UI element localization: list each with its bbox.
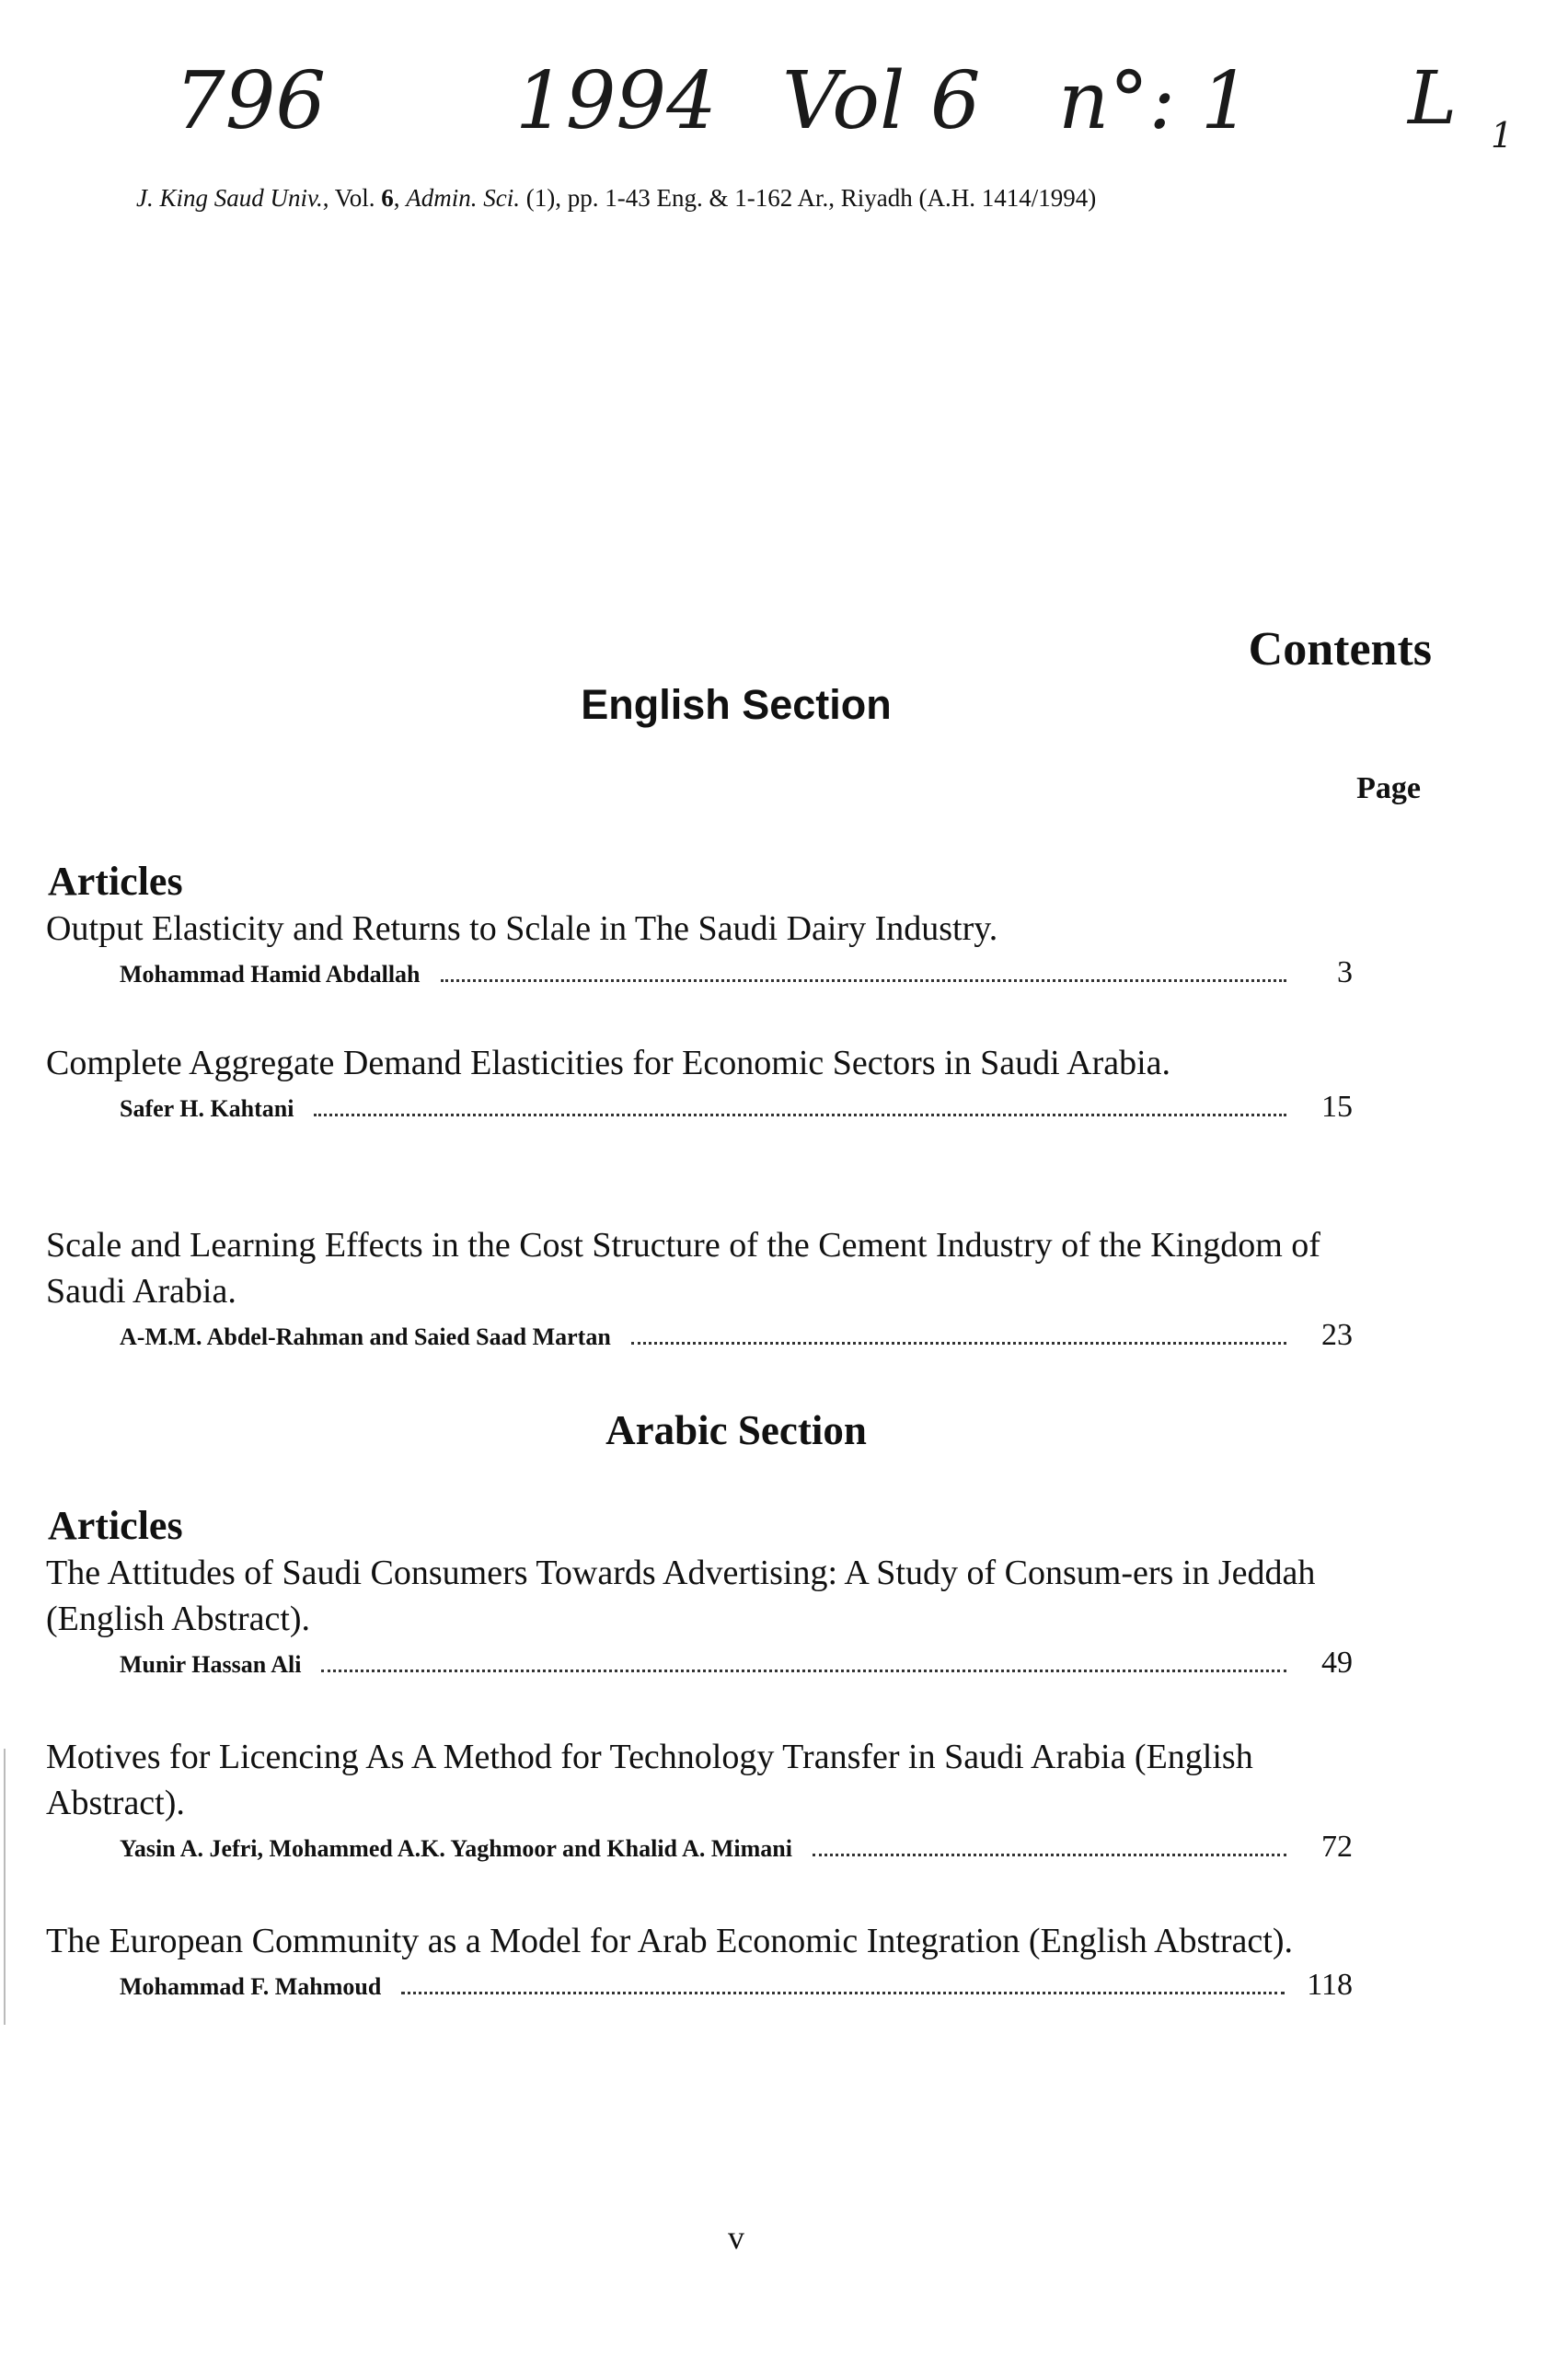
page-column-label: Page xyxy=(1356,771,1421,805)
entry-title: The Attitudes of Saudi Consumers Towards Advertising: A Study of Consum-ers in Jeddah (English Abstract). xyxy=(46,1554,1316,1638)
handwritten-number: 796 xyxy=(175,55,327,147)
entry-author-row xyxy=(120,1968,1353,2003)
toc-entry[interactable] xyxy=(46,1550,1353,1681)
dot-leader xyxy=(631,1341,1286,1345)
citation-journal: J. King Saud Univ. xyxy=(136,184,323,212)
toc-entry[interactable] xyxy=(46,1040,1353,1125)
entry-title: Motives for Licencing As A Method for Technology Transfer in Saudi Arabia (English Abstract). xyxy=(46,1738,1253,1822)
arabic-articles-heading: Articles xyxy=(48,1503,183,1548)
entry-page: 3 xyxy=(1337,955,1353,989)
arabic-section-heading: Arabic Section xyxy=(605,1407,867,1453)
handwritten-mark: L xyxy=(1408,55,1458,141)
citation-vol-prefix: , Vol. xyxy=(322,184,382,212)
handwritten-volume: Vol 6 xyxy=(782,55,981,147)
citation-series: Admin. Sci. xyxy=(406,184,521,212)
handwritten-year: 1994 xyxy=(515,55,717,147)
scan-margin-mark xyxy=(4,1749,6,2025)
entry-title: Complete Aggregate Demand Elasticities for Economic Sectors in Saudi Arabia. xyxy=(46,1044,1171,1082)
dot-leader xyxy=(321,1669,1286,1672)
dot-leader xyxy=(441,978,1286,982)
entry-author-row xyxy=(120,955,1353,990)
toc-entry[interactable] xyxy=(46,1734,1353,1865)
entry-page: 15 xyxy=(1321,1090,1353,1124)
toc-entry[interactable] xyxy=(46,906,1353,990)
dot-leader xyxy=(314,1113,1286,1116)
entry-page: 118 xyxy=(1307,1968,1353,2002)
dot-leader xyxy=(813,1853,1286,1856)
entry-title: Scale and Learning Effects in the Cost Structure of the Cement Industry of the Kingdom of Saudi Arabia. xyxy=(46,1226,1320,1311)
entry-author-row xyxy=(120,1090,1353,1125)
entry-author: Munir Hassan Ali xyxy=(120,1651,302,1678)
entry-author-row xyxy=(120,1646,1353,1681)
toc-entry[interactable] xyxy=(46,1918,1353,2003)
entry-author-row xyxy=(120,1318,1353,1353)
dot-leader xyxy=(401,1991,1285,1994)
entry-title: The European Community as a Model for Arab Economic Integration (English Abstract). xyxy=(46,1922,1293,1960)
entry-page: 49 xyxy=(1321,1646,1353,1680)
toc-entry[interactable] xyxy=(46,1222,1353,1353)
entry-title: Output Elasticity and Returns to Sclale in The Saudi Dairy Industry. xyxy=(46,909,998,948)
citation-rest: (1), pp. 1-43 Eng. & 1-162 Ar., Riyadh (A.H. 1414/1994) xyxy=(520,184,1097,212)
page-folio: v xyxy=(728,2219,744,2256)
entry-author: A-M.M. Abdel-Rahman and Saied Saad Martan xyxy=(120,1323,611,1350)
handwritten-mark-sub: 1 xyxy=(1491,115,1514,156)
entry-author: Safer H. Kahtani xyxy=(120,1095,294,1122)
entry-author-row xyxy=(120,1830,1353,1865)
contents-title: Contents xyxy=(1248,623,1432,676)
citation-vol-num: 6 xyxy=(381,184,394,212)
citation-comma: , xyxy=(393,184,407,212)
english-articles-heading: Articles xyxy=(48,859,183,904)
entry-page: 23 xyxy=(1321,1318,1353,1352)
english-section-heading: English Section xyxy=(581,681,892,728)
journal-citation xyxy=(136,184,1096,213)
entry-author: Mohammad Hamid Abdallah xyxy=(120,961,421,988)
entry-author: Mohammad F. Mahmoud xyxy=(120,1973,382,2000)
entry-author: Yasin A. Jefri, Mohammed A.K. Yaghmoor and Khalid A. Mimani xyxy=(120,1835,792,1862)
entry-page: 72 xyxy=(1321,1830,1353,1864)
handwritten-issue: n°: 1 xyxy=(1058,55,1251,147)
